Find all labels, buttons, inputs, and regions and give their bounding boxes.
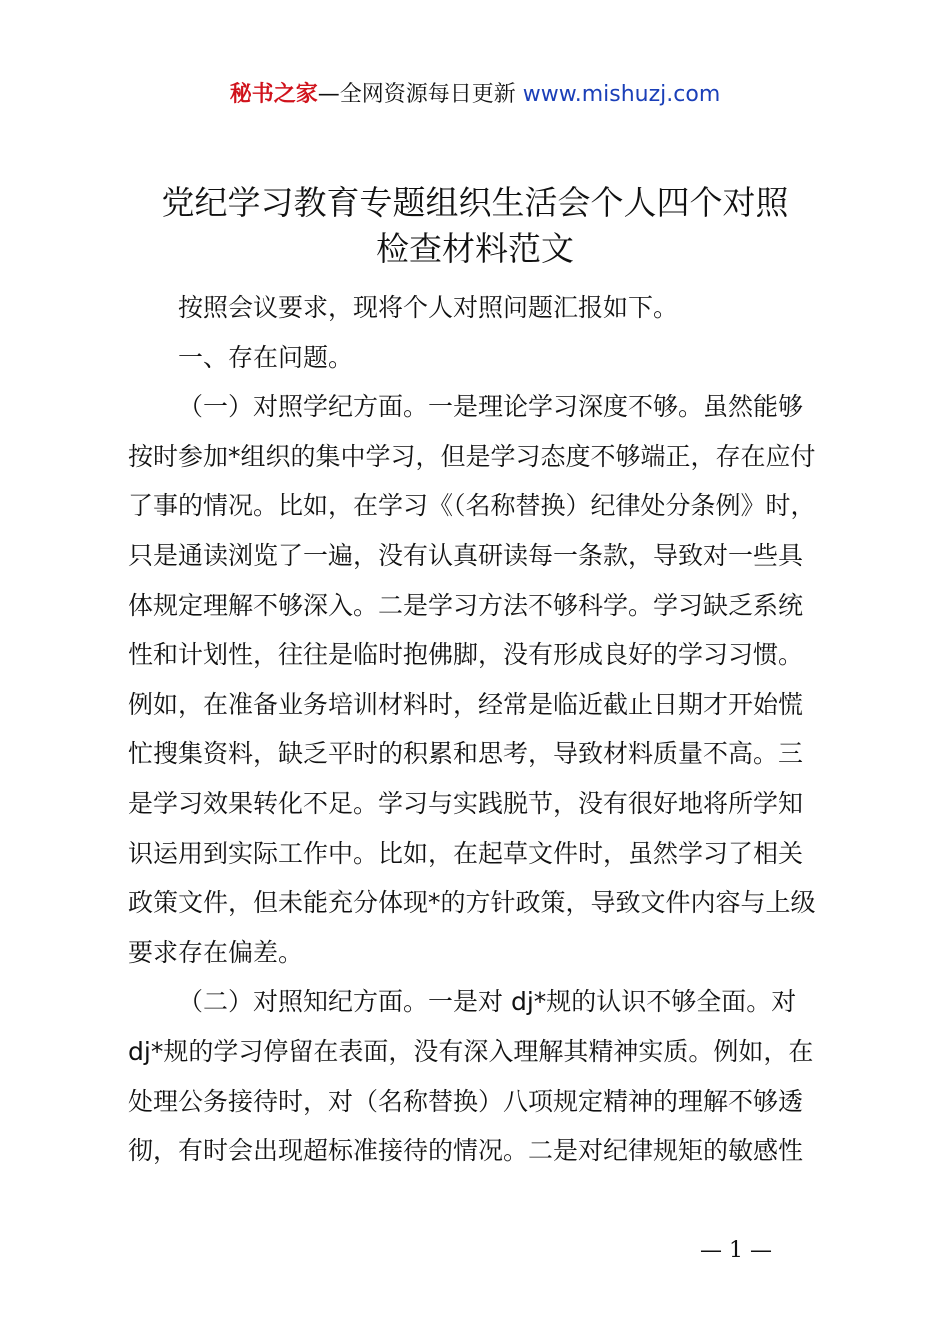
body-line: （一）对照学纪方面。一是理论学习深度不够。虽然能够	[178, 392, 804, 422]
body-line: 体规定理解不够深入。二是学习方法不够科学。学习缺乏系统	[128, 590, 804, 620]
site-slogan: —全网资源每日更新	[317, 82, 516, 107]
body-line: 忙搜集资料，缺乏平时的积累和思考，导致材料质量不高。三	[128, 739, 804, 769]
title-line-2: 检查材料范文	[376, 229, 574, 268]
body-line: 性和计划性，往往是临时抱佛脚，没有形成良好的学习习惯。	[128, 640, 804, 670]
body-line: 一、存在问题。	[178, 342, 354, 372]
body-line: （二）对照知纪方面。一是对 dj*规的认识不够全面。对	[178, 987, 797, 1017]
site-brand: 秘书之家	[229, 82, 318, 107]
body-line: 处理公务接待时，对（名称替换）八项规定精神的理解不够透	[128, 1086, 804, 1116]
document-title	[100, 180, 850, 272]
body-line: 彻，有时会出现超标准接待的情况。二是对纪律规矩的敏感性	[128, 1136, 804, 1166]
body-line: 政策文件，但未能充分体现*的方针政策，导致文件内容与上级	[128, 888, 816, 918]
body-line: 按时参加*组织的集中学习，但是学习态度不够端正，存在应付	[128, 441, 816, 471]
body-line: 只是通读浏览了一遍，没有认真研读每一条款，导致对一些具	[128, 540, 804, 570]
site-url-link[interactable]: www.mishuzj.com	[522, 82, 721, 107]
page-number: — 1 —	[700, 1238, 772, 1263]
body-line: 了事的情况。比如，在学习《（名称替换）纪律处分条例》时，	[128, 491, 816, 521]
site-header	[0, 78, 950, 112]
body-line: 例如，在准备业务培训材料时，经常是临近截止日期才开始慌	[128, 689, 804, 719]
body-line: 是学习效果转化不足。学习与实践脱节，没有很好地将所学知	[128, 788, 804, 818]
body-line: 要求存在偏差。	[128, 937, 304, 967]
body-line: 识运用到实际工作中。比如，在起草文件时，虽然学习了相关	[128, 838, 804, 868]
document-body	[128, 283, 840, 1176]
title-line-1: 党纪学习教育专题组织生活会个人四个对照	[161, 183, 789, 222]
body-line: dj*规的学习停留在表面，没有深入理解其精神实质。例如，在	[128, 1036, 814, 1066]
body-line: 按照会议要求，现将个人对照问题汇报如下。	[178, 293, 679, 322]
